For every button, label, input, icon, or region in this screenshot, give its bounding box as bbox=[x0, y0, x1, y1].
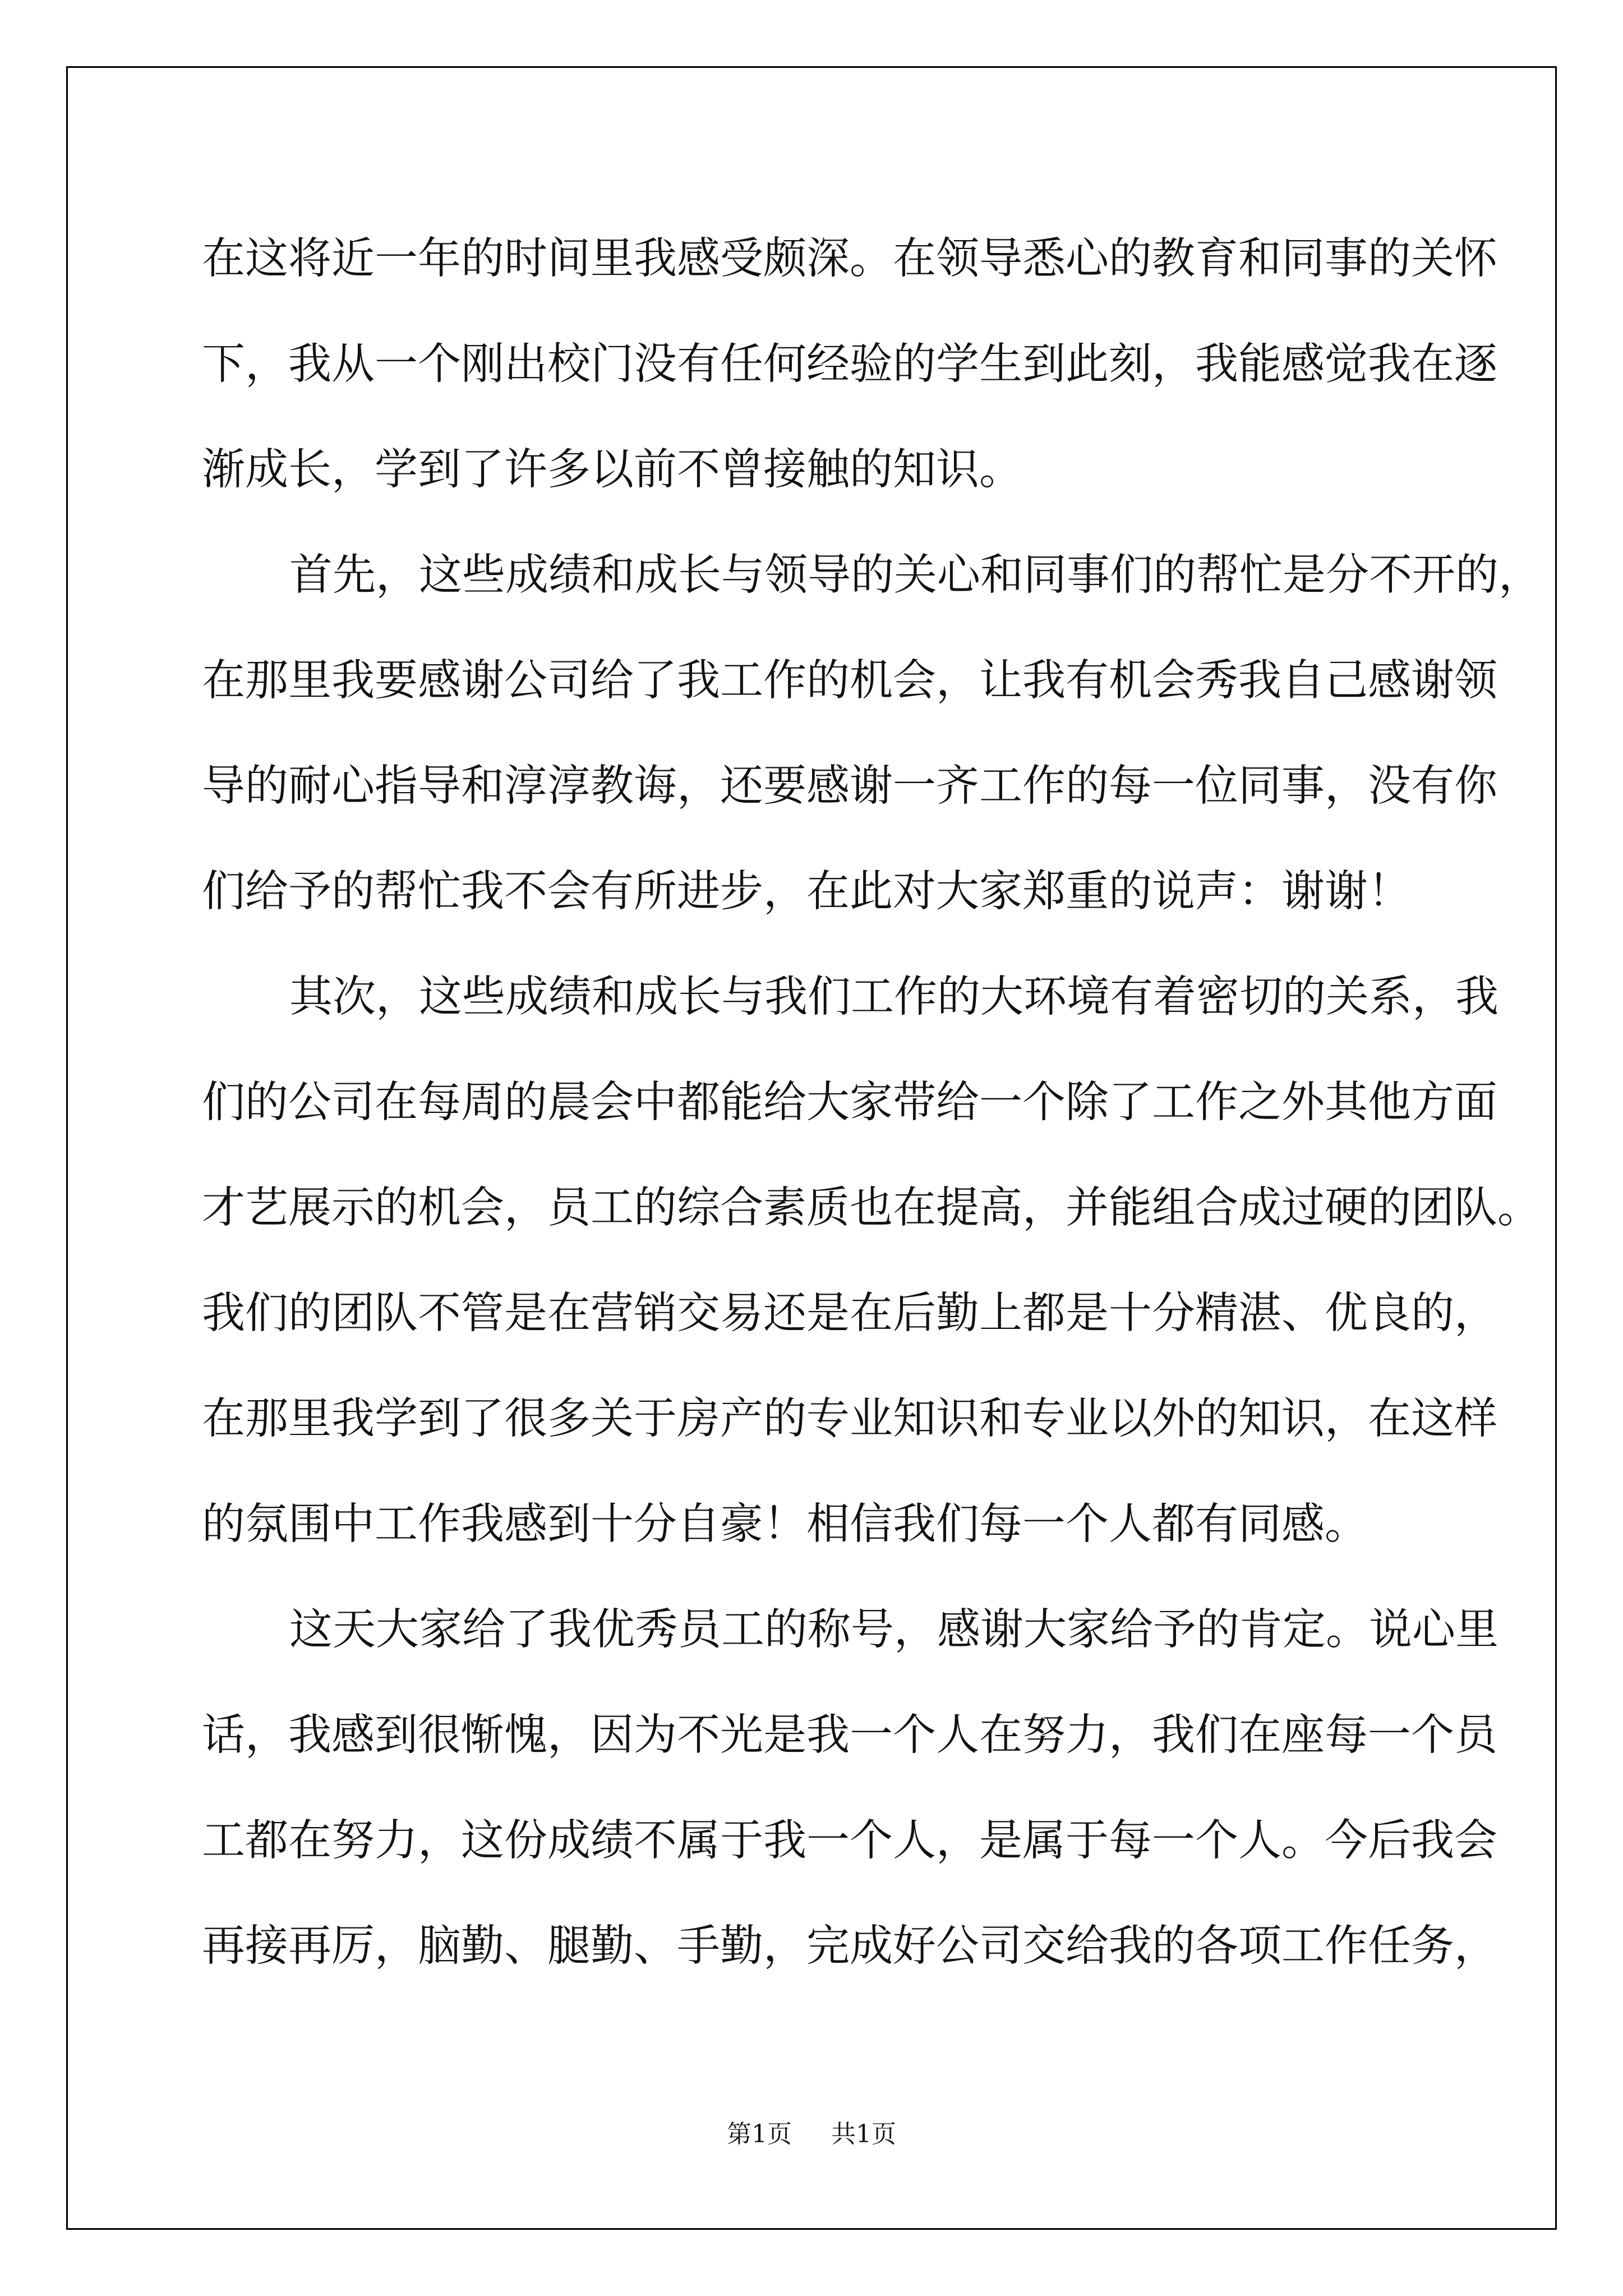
paragraph-line: 首先，这些成绩和成长与领导的关心和同事们的帮忙是分不开的， bbox=[289, 550, 1542, 600]
paragraph-line: 话，我感到很惭愧，因为不光是我一个人在努力，我们在座每一个员 bbox=[202, 1710, 1497, 1760]
paragraph-line: 在那里我要感谢公司给了我工作的机会，让我有机会秀我自己感谢领 bbox=[202, 656, 1497, 706]
paragraph-line: 在这将近一年的时间里我感受颇深。在领导悉心的教育和同事的关怀 bbox=[202, 234, 1497, 284]
paragraph-line: 们给予的帮忙我不会有所进步，在此对大家郑重的说声：谢谢！ bbox=[202, 867, 1411, 917]
paragraph-line: 在那里我学到了很多关于房产的专业知识和专业以外的知识，在这样 bbox=[202, 1394, 1497, 1444]
paragraph-line: 这天大家给了我优秀员工的称号，感谢大家给予的肯定。说心里 bbox=[289, 1605, 1498, 1655]
page-footer bbox=[0, 2114, 1623, 2150]
paragraph-line: 再接再厉，脑勤、腿勤、手勤，完成好公司交给我的各项工作任务， bbox=[202, 1921, 1497, 1971]
document-body bbox=[202, 206, 1542, 1999]
paragraph-line: 的氛围中工作我感到十分自豪！相信我们每一个人都有同感。 bbox=[202, 1499, 1368, 1549]
paragraph-line: 导的耐心指导和淳淳教诲，还要感谢一齐工作的每一位同事，没有你 bbox=[202, 761, 1497, 811]
paragraph-line: 我们的团队不管是在营销交易还是在后勤上都是十分精湛、优良的， bbox=[202, 1289, 1497, 1338]
page-number-current: 第1页 bbox=[727, 2120, 792, 2148]
paragraph-line: 工都在努力，这份成绩不属于我一个人，是属于每一个人。今后我会 bbox=[202, 1816, 1497, 1866]
paragraph-line: 下，我从一个刚出校门没有任何经验的学生到此刻，我能感觉我在逐 bbox=[202, 339, 1497, 389]
paragraph-line: 们的公司在每周的晨会中都能给大家带给一个除了工作之外其他方面 bbox=[202, 1078, 1497, 1128]
paragraph-line: 其次，这些成绩和成长与我们工作的大环境有着密切的关系，我 bbox=[289, 972, 1498, 1022]
paragraph-line: 渐成长，学到了许多以前不曾接触的知识。 bbox=[202, 445, 1022, 495]
page-number-total: 共1页 bbox=[831, 2120, 896, 2148]
paragraph-line: 才艺展示的机会，员工的综合素质也在提高，并能组合成过硬的团队。 bbox=[202, 1183, 1541, 1233]
